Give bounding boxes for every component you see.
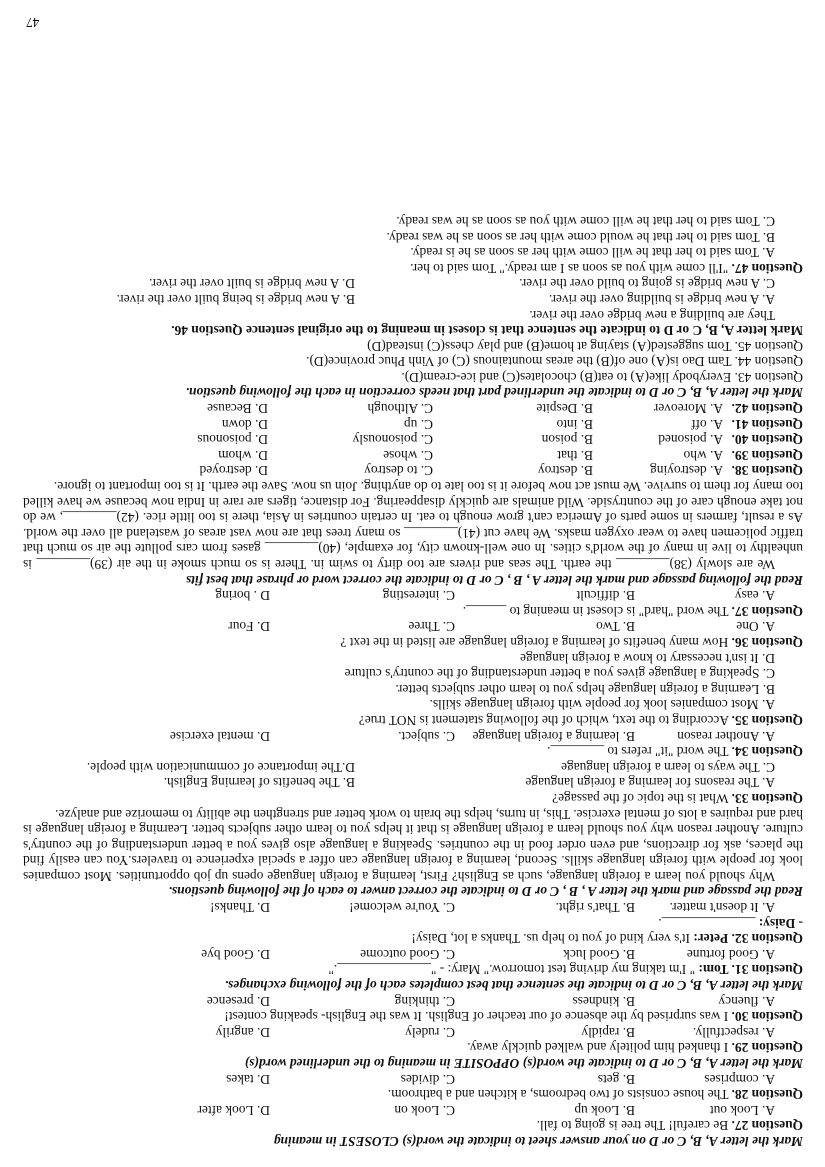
answer-options bbox=[23, 416, 803, 432]
answer-option: D.The importance of communication with people. bbox=[86, 759, 355, 775]
section-instruction: Read the following passage and mark the letter A , B , C or D to indicate the correct word or phrase that best fits bbox=[186, 572, 803, 588]
answer-options bbox=[23, 276, 803, 292]
text-line: B. Tom said to her that he would come with her as soon as he was ready. bbox=[386, 229, 775, 245]
answer-options bbox=[23, 619, 803, 635]
answer-option: B. into bbox=[556, 416, 593, 432]
answer-option: B. Despite bbox=[536, 401, 593, 417]
answer-option: A. It doesn't matter. bbox=[669, 900, 775, 916]
question-text: I thanked him politely and walked quickly away. bbox=[467, 1040, 732, 1056]
question-text: ______________. bbox=[658, 915, 759, 931]
reading-passage: Why should you learn a foreign language, such as English? First, learning a foreign language opens up job opportunities. Most companies look for people with foreign language skills. Second, learning a foreign language can offer a special experience to travelers.You can easily find the places, ask for directions, and even order food in the countries. Speaking a language also gives you a better understanding of the country's culture. Another reason why you should learn a foreign language is that it helps you to learn other subjects better. Learning a foreign language is hard and requires a lots of mental exercise. This, in turns, helps the brain to work better and strengthen the ability to memorize and analyze. bbox=[23, 806, 803, 884]
question-text: The word "it" refers to ________. bbox=[547, 744, 732, 760]
answer-option: A. comprises bbox=[704, 1071, 775, 1087]
answer-option: C. to destroy bbox=[364, 463, 433, 479]
answer-option: C. A new bridge is going to build over the river. bbox=[519, 276, 775, 292]
answer-option: C. rudely bbox=[405, 1024, 455, 1040]
answer-options bbox=[23, 401, 803, 417]
answer-option: B. rapidly bbox=[581, 1024, 635, 1040]
answer-option: B. That's right. bbox=[555, 900, 635, 916]
answer-option: A. Good fortune bbox=[686, 946, 775, 962]
answer-options bbox=[23, 588, 803, 604]
answer-options bbox=[23, 1071, 803, 1087]
section-instruction: Mark letter A, B, C or D to indicate the sentence that is closest in meaning to the original sentence Question 46. bbox=[171, 323, 803, 339]
answer-option: B. poison bbox=[541, 432, 593, 448]
answer-option: B. Two bbox=[596, 619, 635, 635]
question-text: What is the topic of the passage? bbox=[552, 790, 732, 806]
answer-option: B. kindness bbox=[572, 993, 635, 1009]
answer-option: D. A new bridge is built over the river. bbox=[148, 276, 355, 292]
answer-option: B. A new bridge is being built over the river. bbox=[116, 291, 355, 307]
section-instruction: Mark the letter A, B, C or D to indicate the sentence that best completes each of the following exchanges. bbox=[224, 978, 803, 994]
answer-option: D. Because bbox=[207, 401, 268, 417]
question-text: According to the text, which of the following statement is NOT true? bbox=[358, 712, 732, 728]
text-line: C. Speaking a language gives you a better understanding of the country's culture bbox=[344, 666, 775, 682]
question-number: Question 32. Peter: bbox=[693, 931, 803, 947]
answer-options bbox=[23, 291, 803, 307]
answer-option: B. learning a foreign language bbox=[472, 728, 635, 744]
exam-content bbox=[23, 213, 803, 1149]
answer-option: A. who bbox=[683, 447, 723, 463]
answer-options bbox=[23, 946, 803, 962]
question-number: Question 30. bbox=[731, 1009, 803, 1025]
answer-option: D. whom bbox=[218, 447, 268, 463]
answer-options bbox=[23, 993, 803, 1009]
answer-option: A. Another reason bbox=[677, 728, 775, 744]
answer-option: C. The ways to learn a foreign language bbox=[561, 759, 775, 775]
question-stem bbox=[23, 1009, 803, 1025]
question-number: Question 37. bbox=[731, 603, 803, 619]
answer-option: C. subject. bbox=[398, 728, 455, 744]
text-line: A. Tom said to her that he will come with her as soon as he is ready. bbox=[410, 245, 775, 261]
question-stem bbox=[23, 790, 803, 806]
answer-option: A. destroying bbox=[650, 463, 723, 479]
answer-option: C. Although bbox=[367, 401, 433, 417]
question-stem bbox=[23, 915, 803, 931]
answer-option: C. Good outcome bbox=[360, 946, 455, 962]
question-number: Question 39. bbox=[731, 447, 803, 463]
text-line: C. Tom said to her that he will come with you as soon as he was ready. bbox=[396, 213, 775, 229]
text-line: Question 43. Everybody like(A) to eat(B) chocolates(C) and ice-cream(D). bbox=[401, 369, 803, 385]
text-line: Question 45. Tom suggested(A) staying at home(B) and play chess(C) instead(D) bbox=[367, 338, 803, 354]
page-number: 47 bbox=[26, 14, 40, 30]
question-number: Question 47. bbox=[731, 260, 803, 276]
answer-option: A. off bbox=[691, 416, 723, 432]
answer-option: D. presence bbox=[206, 993, 270, 1009]
question-text: How many benefits of learning a foreign language are listed in the text ? bbox=[340, 635, 732, 650]
question-number: Question 36. bbox=[731, 635, 803, 650]
answer-option: B. Look up bbox=[574, 1102, 635, 1118]
answer-option: D. Four bbox=[228, 619, 270, 635]
answer-option: A. respectfully. bbox=[692, 1024, 775, 1040]
question-number: Question 27. bbox=[731, 1118, 803, 1134]
answer-option: C. thinking bbox=[394, 993, 455, 1009]
question-text: "I'll come with you as soon as I am ready." Tom said to her. bbox=[410, 260, 732, 276]
question-text: It's very kind of you to help us. Thanks a lot, Daisy! bbox=[411, 931, 694, 947]
answer-option: A. easy bbox=[734, 588, 775, 604]
question-number: - Daisy: bbox=[758, 915, 803, 931]
text-line: They are building a new bridge over the river. bbox=[529, 307, 775, 323]
question-stem bbox=[23, 634, 803, 650]
answer-option: B. difficult bbox=[576, 588, 635, 604]
answer-option: D . boring bbox=[215, 588, 270, 604]
answer-option: D. Thanks! bbox=[209, 900, 270, 916]
question-text: " I'm taking my driving test tomorrow." Mary: - "______________." bbox=[328, 962, 699, 978]
question-number: Question 35. bbox=[731, 712, 803, 728]
answer-option: C. Three bbox=[408, 619, 455, 635]
question-number: Question 40. bbox=[731, 432, 803, 448]
answer-option: D. angrily bbox=[215, 1024, 270, 1040]
answer-options bbox=[23, 447, 803, 463]
answer-option: B. gets bbox=[597, 1071, 635, 1087]
answer-option: A. One bbox=[736, 619, 775, 635]
question-stem bbox=[23, 1040, 803, 1056]
question-number: Question 33. bbox=[731, 790, 803, 806]
answer-option: C. divides bbox=[400, 1071, 455, 1087]
question-number: Question 31. Tom: bbox=[698, 962, 803, 978]
question-number: Question 29. bbox=[731, 1040, 803, 1056]
answer-option: A. The reasons for learning a foreign language bbox=[525, 775, 775, 791]
question-text: The word "hard" is closest in meaning to ______. bbox=[462, 603, 732, 619]
answer-option: B. that bbox=[557, 447, 593, 463]
answer-option: C. up bbox=[403, 416, 433, 432]
section-instruction: Mark the letter A, B, C or D on your answer sheet to indicate the word(s) CLOSEST in meaning bbox=[273, 1134, 803, 1149]
question-stem bbox=[23, 931, 803, 947]
answer-option: C. You're welcome! bbox=[349, 900, 455, 916]
answer-option: A. poisoned bbox=[658, 432, 723, 448]
answer-option: D. down bbox=[221, 416, 268, 432]
question-text: I was surprised by the absence of our teacher of English. It was the English- speaking contest! bbox=[224, 1009, 732, 1025]
answer-option: C. whose bbox=[383, 447, 433, 463]
answer-option: D. Good bye bbox=[201, 946, 270, 962]
answer-option: D. mental exercise bbox=[169, 728, 270, 744]
answer-option: A. A new bridge is building over the river. bbox=[548, 291, 775, 307]
section-instruction: Mark the letter A, B, C or D to indicate the underlined part that needs correction in each the following question. bbox=[185, 385, 803, 401]
answer-options bbox=[23, 432, 803, 448]
answer-options bbox=[23, 900, 803, 916]
answer-option: D. takes bbox=[226, 1071, 270, 1087]
question-stem bbox=[23, 260, 803, 276]
answer-option: D. destroyed bbox=[199, 463, 268, 479]
answer-option: C. interesting bbox=[382, 588, 455, 604]
question-stem bbox=[23, 712, 803, 728]
question-stem bbox=[23, 962, 803, 978]
question-stem bbox=[23, 744, 803, 760]
question-stem bbox=[23, 603, 803, 619]
question-number: Question 42. bbox=[731, 401, 803, 417]
section-instruction: Mark the letter A, B, C or D to indicate the word(s) OPPOSITE in meaning to the underlined word(s) bbox=[244, 1056, 803, 1072]
answer-options bbox=[23, 1024, 803, 1040]
answer-options bbox=[23, 728, 803, 744]
question-number: Question 38. bbox=[731, 463, 803, 479]
answer-options bbox=[23, 463, 803, 479]
answer-option: B. Good luck bbox=[563, 946, 635, 962]
answer-option: B. The benefits of learning English. bbox=[163, 775, 355, 791]
answer-options bbox=[23, 775, 803, 791]
reading-passage: We are slowly (38)________ the earth. The seas and rivers are too dirty to swim in. There is so much smoke in the air (39)________ is unhealthy to live in many of the world's cities. In one well-known city, for example, (40)________ gases from cars pollute the air so much that traffic policemen have to wear oxygen masks. We have cut (41)________ so many trees that are now vast areas of wasteland all over the world. As a result, farmers in some parts of America can't grow enough to eat. In certain countries in Asia, there is too little rice. (42)________, we do not take enough care of the countryside. Wild animals are quickly disappearing. For distance, tigers are rare in India now because we have killed too many for them to survive. We must act now before it is too late to do anything. Join us now. Save the earth. It is too important to ignore. bbox=[23, 479, 803, 573]
question-number: Question 34. bbox=[731, 744, 803, 760]
question-text: Be careful! The tree is going to fall. bbox=[536, 1118, 732, 1134]
answer-option: D. poisonous bbox=[197, 432, 268, 448]
text-line: Question 44. Tam Dao is(A) one of(B) the areas mountainous (C) of Vinh Phuc province(D). bbox=[306, 354, 803, 370]
section-instruction: Read the passage and mark the letter A , B , C or D to indicate the correct anwer to each of the following questions. bbox=[168, 884, 803, 900]
answer-option: C. poisonously bbox=[352, 432, 433, 448]
answer-option: A. Moreover bbox=[653, 401, 723, 417]
answer-option: A. fluency bbox=[718, 993, 775, 1009]
question-number: Question 41. bbox=[731, 416, 803, 432]
answer-options bbox=[23, 759, 803, 775]
text-line: B. Learning a foreign language helps you to learn other subjects better. bbox=[395, 681, 775, 697]
answer-option: B. destroy bbox=[537, 463, 593, 479]
answer-options bbox=[23, 1102, 803, 1118]
question-number: Question 28. bbox=[731, 1087, 803, 1103]
question-stem bbox=[23, 1087, 803, 1103]
question-text: The house consists of two bedrooms, a kitchen and a bathroom. bbox=[387, 1087, 732, 1103]
text-line: A. Most companies look for people with foreign language skills. bbox=[429, 697, 775, 713]
answer-option: D. Look after bbox=[197, 1102, 270, 1118]
text-line: D. It isn't necessary to know a foreign language bbox=[520, 650, 775, 666]
answer-option: A. Look out bbox=[709, 1102, 775, 1118]
question-stem bbox=[23, 1118, 803, 1134]
answer-option: C. Look on bbox=[394, 1102, 455, 1118]
